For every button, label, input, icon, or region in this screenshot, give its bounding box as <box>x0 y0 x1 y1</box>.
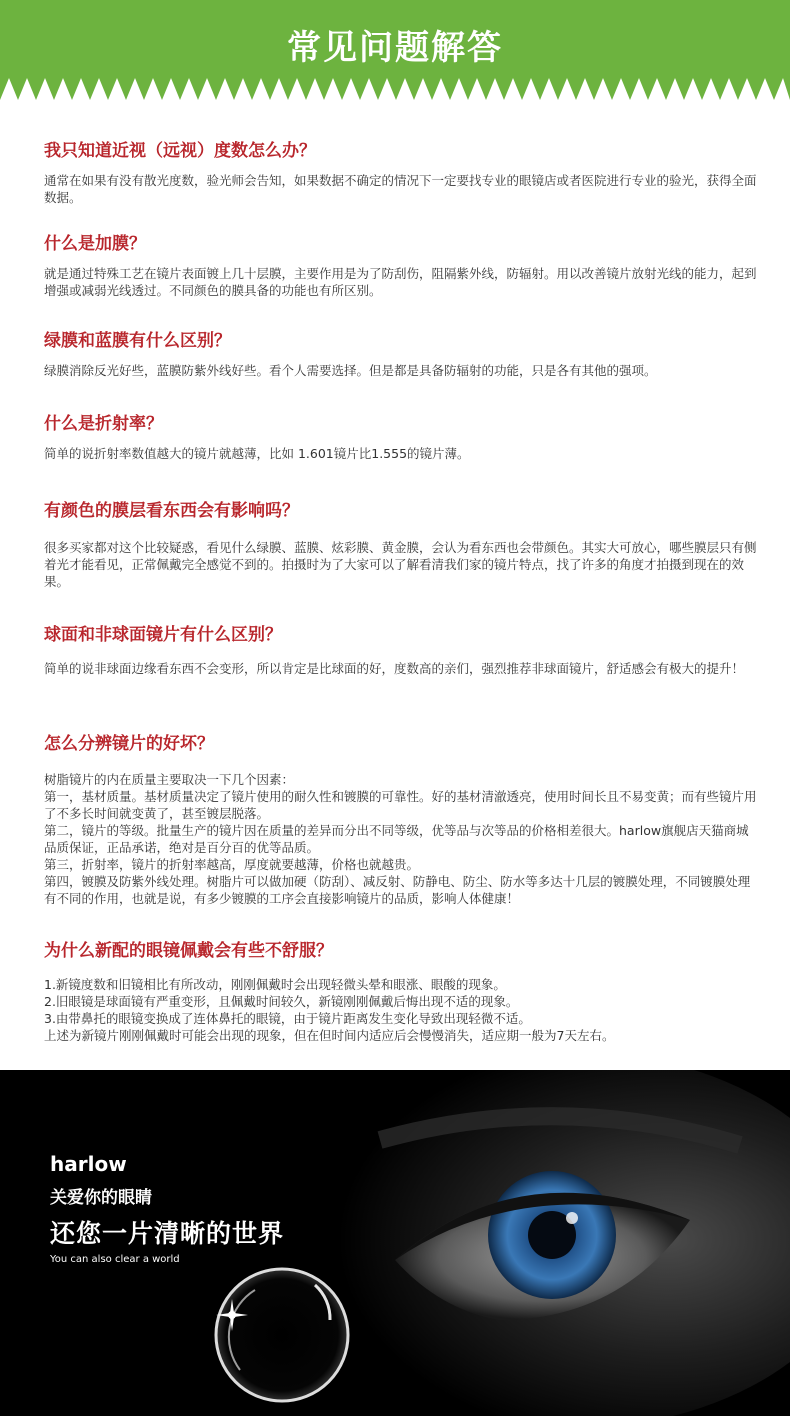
page-title: 常见问题解答 <box>287 28 503 68</box>
faq-item <box>44 233 760 299</box>
faq-question: 怎么分辨镜片的好坏？ <box>44 734 214 754</box>
faq-answer <box>44 771 760 907</box>
faq-answer-line: 很多买家都对这个比较疑惑，看见什么绿膜、蓝膜、炫彩膜、黄金膜，会认为看东西也会带颜色。其实大可放心，哪些膜层只有侧着光才能看见，正常佩戴完全感觉不到的。拍摄时为了大家可以了解看清我们家的镜片特点，找了许多的角度才拍摄到现在的效果。 <box>44 540 757 589</box>
faq-question: 什么是折射率？ <box>44 414 163 434</box>
faq-answer <box>44 976 760 1044</box>
faq-item <box>44 330 760 379</box>
faq-answer <box>44 362 760 379</box>
brand-name: harlow <box>50 1152 127 1176</box>
faq-item <box>44 140 760 206</box>
faq-item <box>44 733 760 907</box>
faq-answer <box>44 172 760 206</box>
faq-answer-line: 就是通过特殊工艺在镜片表面镀上几十层膜，主要作用是为了防刮伤，阻隔紫外线，防辐射。用以改善镜片放射光线的能力，起到增强或减弱光线透过。不同颜色的膜具备的功能也有所区别。 <box>44 266 757 298</box>
faq-answer-line: 第二，镜片的等级。批量生产的镜片因在质量的差异而分出不同等级，优等品与次等品的价格相差很大。harlow旗舰店天猫商城品质保证，正品承诺，绝对是百分百的优等品质。 <box>44 823 749 855</box>
faq-item <box>44 413 760 462</box>
zigzag-border <box>0 78 790 100</box>
page-header <box>0 0 790 100</box>
faq-answer <box>44 445 760 462</box>
faq-answer-line: 简单的说折射率数值越大的镜片就越薄，比如 1.601镜片比1.555的镜片薄。 <box>44 446 470 461</box>
faq-question: 有颜色的膜层看东西会有影响吗？ <box>44 501 299 521</box>
faq-answer-line: 2.旧眼镜是球面镜有严重变形，且佩戴时间较久，新镜刚刚佩戴后悔出现不适的现象。 <box>44 994 519 1009</box>
faq-question: 我只知道近视（远视）度数怎么办？ <box>44 141 316 161</box>
faq-item <box>44 500 760 590</box>
faq-answer-line: 绿膜消除反光好些，蓝膜防紫外线好些。看个人需要选择。但是都是具备防辐射的功能，只是各有其他的强项。 <box>44 363 657 378</box>
faq-question: 球面和非球面镜片有什么区别？ <box>44 625 282 645</box>
faq-answer <box>44 660 760 677</box>
slogan-line2: 还您一片清晰的世界 <box>50 1219 285 1248</box>
faq-question: 什么是加膜？ <box>44 234 146 254</box>
faq-answer-line: 第一，基材质量。基材质量决定了镜片使用的耐久性和镀膜的可靠性。好的基材清澈透亮，使用时间长且不易变黄；而有些镜片用了不多长时间就变黄了，甚至镀层脱落。 <box>44 789 757 821</box>
faq-question: 绿膜和蓝膜有什么区别？ <box>44 331 231 351</box>
faq-answer-line: 3.由带鼻托的眼镜变换成了连体鼻托的眼镜，由于镜片距离发生变化导致出现轻微不适。 <box>44 1011 531 1026</box>
faq-answer-line: 简单的说非球面边缘看东西不会变形，所以肯定是比球面的好，度数高的亲们，强烈推荐非球面镜片，舒适感会有极大的提升！ <box>44 661 745 676</box>
footer-banner <box>0 1070 790 1416</box>
faq-answer-line: 通常在如果有没有散光度数，验光师会告知，如果数据不确定的情况下一定要找专业的眼镜店或者医院进行专业的验光，获得全面数据。 <box>44 173 757 205</box>
faq-answer-line: 第四，镀膜及防紫外线处理。树脂片可以做加硬（防刮）、减反射、防静电、防尘、防水等多达十几层的镀膜处理，不同镀膜处理有不同的作用，也就是说，有多少镀膜的工序会直接影响镜片的品质，影响人体健康！ <box>44 874 751 906</box>
faq-item <box>44 940 760 1044</box>
faq-item <box>44 624 760 677</box>
faq-answer-line: 第三，折射率，镜片的折射率越高，厚度就要越薄，价格也就越贵。 <box>44 857 420 872</box>
zigzag-teeth <box>0 78 790 100</box>
faq-answer <box>44 539 760 590</box>
faq-answer <box>44 265 760 299</box>
faq-answer-line: 上述为新镜片刚刚佩戴时可能会出现的现象，但在但时间内适应后会慢慢消失，适应期一般为7天左右。 <box>44 1028 615 1043</box>
slogan-english: You can also clear a world <box>50 1254 180 1265</box>
faq-answer-line: 1.新镜度数和旧镜相比有所改动，刚刚佩戴时会出现轻微头晕和眼涨、眼酸的现象。 <box>44 977 506 992</box>
faq-answer-line: 树脂镜片的内在质量主要取决一下几个因素： <box>44 772 295 787</box>
slogan-line1: 关爱你的眼睛 <box>50 1188 152 1208</box>
faq-question: 为什么新配的眼镜佩戴会有些不舒服？ <box>44 941 333 961</box>
